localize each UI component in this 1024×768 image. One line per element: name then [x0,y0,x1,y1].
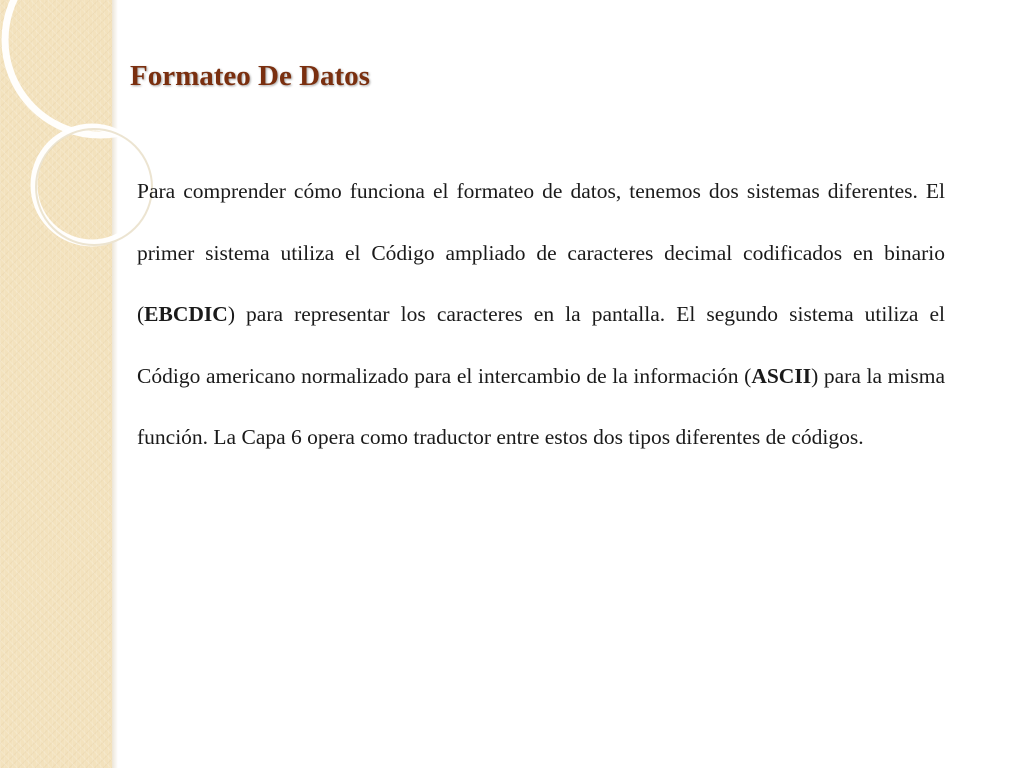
decorative-ring-small-shadow [36,129,152,245]
paragraph-part-1: Para comprender cómo funciona el formateo de datos, tenemos dos sistemas diferentes. El primer sistema utiliza el Código ampliado de caracteres decimal codificados en binario ( [137,179,945,326]
body-paragraph [137,161,945,469]
paragraph-part-3: ) para la misma función. La Capa 6 opera como traductor entre estos dos tipos diferentes de códigos. [137,363,945,449]
ebcdic-term: EBCDIC [144,302,228,326]
ascii-term: ASCII [751,363,812,388]
slide-title: Formateo De Datos [130,60,370,92]
paragraph-part-2: ) para representar los caracteres en la pantalla. El segundo sistema utiliza el Código americano normalizado para el intercambio de la información ( [137,302,945,388]
